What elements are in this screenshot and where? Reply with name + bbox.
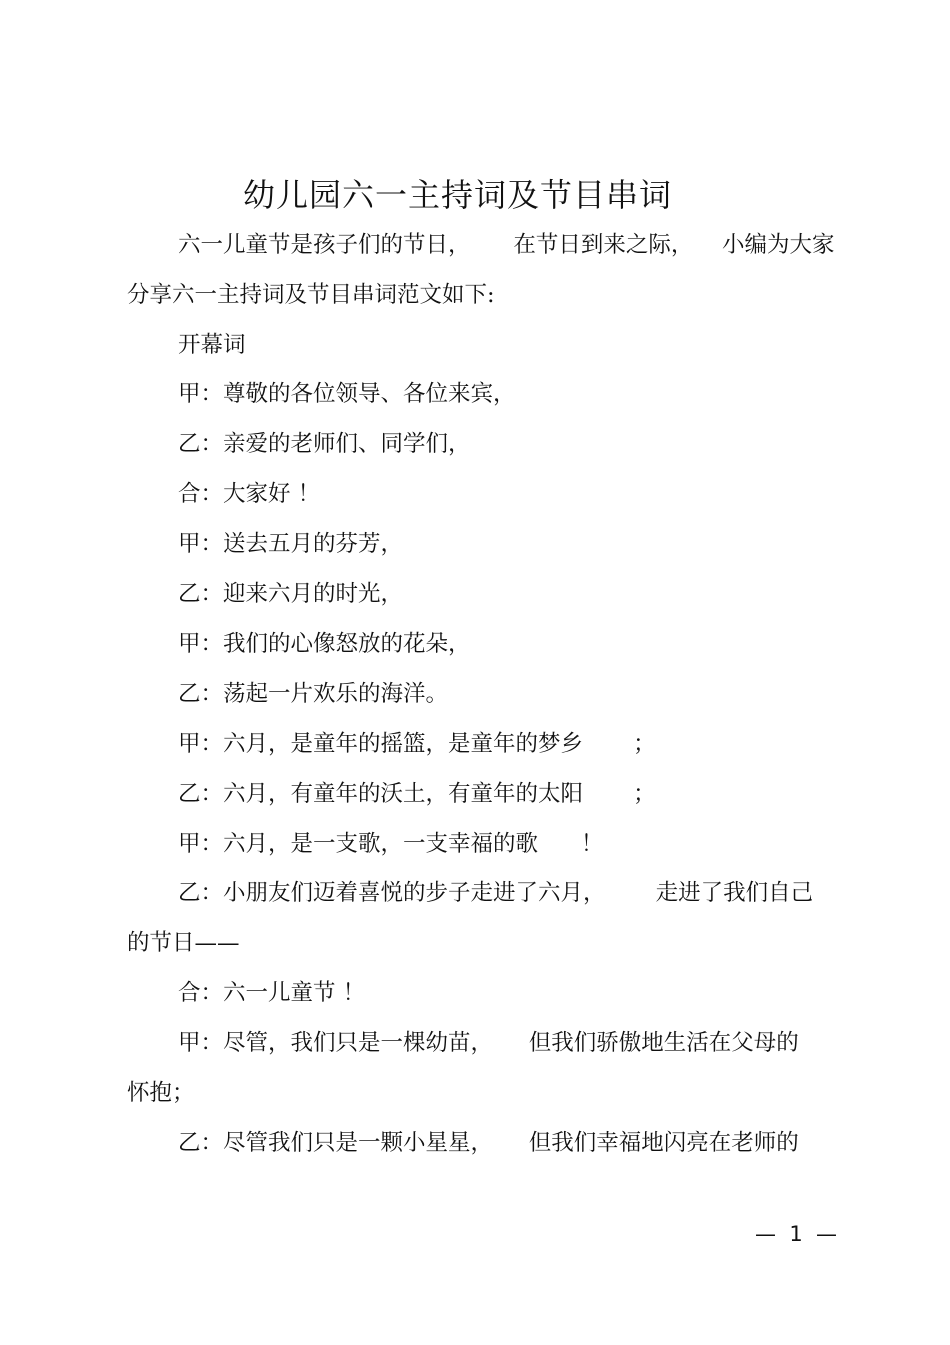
dialogue-line: 甲：送去五月的芬芳， <box>178 531 404 557</box>
section-heading: 开幕词 <box>178 332 246 358</box>
dialogue-continuation: 怀抱； <box>127 1080 195 1106</box>
dialogue-continuation: 的节日—— <box>127 930 240 956</box>
document-title: 幼儿园六一主持词及节目串词 <box>242 176 672 214</box>
dialogue-line: 合：六一儿童节 ！ <box>178 980 366 1006</box>
dialogue-line: 甲：六月，是童年的摇篮，是童年的梦乡 ； <box>178 731 656 757</box>
dialogue-line: 甲：我们的心像怒放的花朵， <box>178 631 471 657</box>
dialogue-line: 乙：荡起一片欢乐的海洋。 <box>178 681 449 707</box>
dialogue-line: 乙：六月，有童年的沃土，有童年的太阳 ； <box>178 781 656 807</box>
dialogue-line: 甲：尊敬的各位领导、各位来宾， <box>178 381 516 407</box>
page-number: — 1 — <box>755 1222 838 1246</box>
dialogue-line: 合：大家好 ！ <box>178 481 321 507</box>
dialogue-line: 乙：尽管我们只是一颗小星星， 但我们幸福地闪亮在老师的 <box>178 1130 799 1156</box>
intro-line-2: 分享六一主持词及节目串词范文如下: <box>127 282 495 308</box>
dialogue-line: 乙：迎来六月的时光， <box>178 581 404 607</box>
dialogue-line: 乙：小朋友们迈着喜悦的步子走进了六月， 走进了我们自己 <box>178 880 814 906</box>
dialogue-line: 甲：尽管，我们只是一棵幼苗， 但我们骄傲地生活在父母的 <box>178 1030 799 1056</box>
intro-line-1: 六一儿童节是孩子们的节日， 在节日到来之际， 小编为大家 <box>178 232 835 258</box>
dialogue-line: 甲：六月，是一支歌，一支幸福的歌 ！ <box>178 831 604 857</box>
dialogue-line: 乙：亲爱的老师们、同学们， <box>178 431 471 457</box>
